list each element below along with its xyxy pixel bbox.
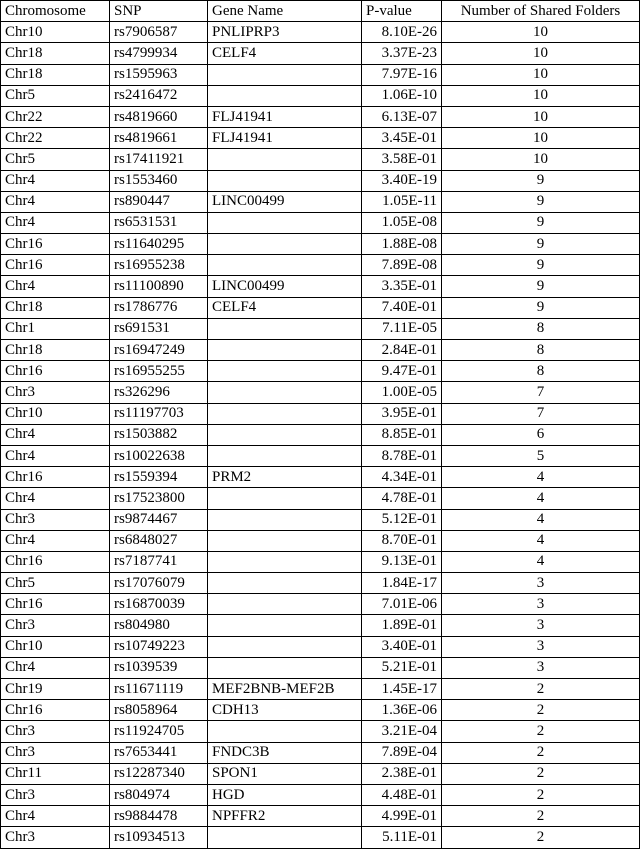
- snp-cell: rs11924705: [110, 721, 208, 742]
- gene-name-cell: [208, 509, 362, 530]
- table-row: [1, 149, 640, 170]
- snp-cell: rs1503882: [110, 424, 208, 445]
- chromosome-cell: Chr4: [1, 657, 110, 678]
- table-row: [1, 234, 640, 255]
- snp-cell: rs1786776: [110, 297, 208, 318]
- chromosome-cell: Chr18: [1, 64, 110, 85]
- table-row: [1, 255, 640, 276]
- table-row: [1, 212, 640, 233]
- snp-cell: rs7906587: [110, 22, 208, 43]
- gene-name-cell: [208, 255, 362, 276]
- p-value-cell: 7.89E-08: [362, 255, 442, 276]
- chromosome-cell: Chr16: [1, 700, 110, 721]
- shared-folders-cell: 8: [442, 361, 640, 382]
- shared-folders-cell: 10: [442, 85, 640, 106]
- chromosome-cell: Chr4: [1, 424, 110, 445]
- shared-folders-cell: 2: [442, 721, 640, 742]
- chromosome-cell: Chr5: [1, 149, 110, 170]
- table-row: [1, 615, 640, 636]
- snp-cell: rs804974: [110, 784, 208, 805]
- chromosome-cell: Chr10: [1, 22, 110, 43]
- chromosome-cell: Chr5: [1, 85, 110, 106]
- table-row: [1, 170, 640, 191]
- snp-cell: rs326296: [110, 382, 208, 403]
- snp-cell: rs11671119: [110, 679, 208, 700]
- gene-name-cell: [208, 234, 362, 255]
- snp-cell: rs17411921: [110, 149, 208, 170]
- shared-folders-cell: 8: [442, 340, 640, 361]
- snp-cell: rs1559394: [110, 467, 208, 488]
- p-value-cell: 1.88E-08: [362, 234, 442, 255]
- table-row: [1, 551, 640, 572]
- gene-name-cell: [208, 615, 362, 636]
- header-shared-folders: Number of Shared Folders: [442, 1, 640, 22]
- snp-cell: rs4799934: [110, 43, 208, 64]
- p-value-cell: 4.48E-01: [362, 784, 442, 805]
- shared-folders-cell: 2: [442, 763, 640, 784]
- gene-name-cell: LINC00499: [208, 191, 362, 212]
- shared-folders-cell: 10: [442, 43, 640, 64]
- snp-cell: rs1039539: [110, 657, 208, 678]
- snp-cell: rs11640295: [110, 234, 208, 255]
- snp-cell: rs804980: [110, 615, 208, 636]
- shared-folders-cell: 10: [442, 128, 640, 149]
- snp-cell: rs10022638: [110, 445, 208, 466]
- gene-name-cell: [208, 170, 362, 191]
- shared-folders-cell: 3: [442, 657, 640, 678]
- gene-name-cell: PRM2: [208, 467, 362, 488]
- snp-cell: rs6848027: [110, 530, 208, 551]
- p-value-cell: 2.38E-01: [362, 763, 442, 784]
- snp-cell: rs7653441: [110, 742, 208, 763]
- p-value-cell: 1.06E-10: [362, 85, 442, 106]
- shared-folders-cell: 9: [442, 297, 640, 318]
- gene-name-cell: [208, 551, 362, 572]
- gene-name-cell: CELF4: [208, 43, 362, 64]
- gene-name-cell: [208, 64, 362, 85]
- shared-folders-cell: 9: [442, 276, 640, 297]
- table-row: [1, 742, 640, 763]
- table-row: [1, 636, 640, 657]
- p-value-cell: 1.89E-01: [362, 615, 442, 636]
- table-row: [1, 43, 640, 64]
- shared-folders-cell: 2: [442, 700, 640, 721]
- p-value-cell: 1.45E-17: [362, 679, 442, 700]
- chromosome-cell: Chr3: [1, 827, 110, 848]
- gene-name-cell: [208, 594, 362, 615]
- p-value-cell: 5.12E-01: [362, 509, 442, 530]
- table-row: [1, 509, 640, 530]
- p-value-cell: 7.01E-06: [362, 594, 442, 615]
- chromosome-cell: Chr4: [1, 191, 110, 212]
- header-p-value: P-value: [362, 1, 442, 22]
- gene-name-cell: [208, 530, 362, 551]
- gene-name-cell: [208, 488, 362, 509]
- gene-name-cell: FLJ41941: [208, 128, 362, 149]
- snp-cell: rs11100890: [110, 276, 208, 297]
- gene-name-cell: [208, 424, 362, 445]
- p-value-cell: 3.40E-19: [362, 170, 442, 191]
- shared-folders-cell: 3: [442, 636, 640, 657]
- p-value-cell: 4.99E-01: [362, 806, 442, 827]
- gene-name-cell: LINC00499: [208, 276, 362, 297]
- chromosome-cell: Chr3: [1, 509, 110, 530]
- table-row: [1, 276, 640, 297]
- table-row: [1, 128, 640, 149]
- snp-cell: rs10934513: [110, 827, 208, 848]
- p-value-cell: 8.78E-01: [362, 445, 442, 466]
- p-value-cell: 1.05E-08: [362, 212, 442, 233]
- gene-name-cell: [208, 85, 362, 106]
- p-value-cell: 4.34E-01: [362, 467, 442, 488]
- gene-name-cell: CDH13: [208, 700, 362, 721]
- gene-name-cell: NPFFR2: [208, 806, 362, 827]
- shared-folders-cell: 4: [442, 467, 640, 488]
- table-row: [1, 85, 640, 106]
- table-row: [1, 806, 640, 827]
- chromosome-cell: Chr18: [1, 340, 110, 361]
- table-row: [1, 657, 640, 678]
- gene-name-cell: [208, 382, 362, 403]
- shared-folders-cell: 9: [442, 212, 640, 233]
- gene-name-cell: FLJ41941: [208, 106, 362, 127]
- shared-folders-cell: 9: [442, 170, 640, 191]
- chromosome-cell: Chr22: [1, 128, 110, 149]
- shared-folders-cell: 7: [442, 403, 640, 424]
- snp-cell: rs17076079: [110, 573, 208, 594]
- p-value-cell: 7.11E-05: [362, 318, 442, 339]
- p-value-cell: 7.40E-01: [362, 297, 442, 318]
- chromosome-cell: Chr16: [1, 551, 110, 572]
- snp-cell: rs2416472: [110, 85, 208, 106]
- table-row: [1, 64, 640, 85]
- snp-cell: rs7187741: [110, 551, 208, 572]
- p-value-cell: 7.89E-04: [362, 742, 442, 763]
- table-row: [1, 784, 640, 805]
- shared-folders-cell: 10: [442, 64, 640, 85]
- snp-cell: rs890447: [110, 191, 208, 212]
- table-row: [1, 763, 640, 784]
- chromosome-cell: Chr11: [1, 763, 110, 784]
- snp-cell: rs9884478: [110, 806, 208, 827]
- shared-folders-cell: 4: [442, 530, 640, 551]
- gene-name-cell: CELF4: [208, 297, 362, 318]
- table-row: [1, 403, 640, 424]
- shared-folders-cell: 3: [442, 573, 640, 594]
- snp-cell: rs1595963: [110, 64, 208, 85]
- chromosome-cell: Chr3: [1, 742, 110, 763]
- snp-cell: rs10749223: [110, 636, 208, 657]
- shared-folders-cell: 4: [442, 551, 640, 572]
- p-value-cell: 3.58E-01: [362, 149, 442, 170]
- p-value-cell: 6.13E-07: [362, 106, 442, 127]
- shared-folders-cell: 2: [442, 784, 640, 805]
- snp-cell: rs1553460: [110, 170, 208, 191]
- p-value-cell: 1.84E-17: [362, 573, 442, 594]
- table-row: [1, 106, 640, 127]
- snp-cell: rs11197703: [110, 403, 208, 424]
- shared-folders-cell: 2: [442, 742, 640, 763]
- p-value-cell: 3.21E-04: [362, 721, 442, 742]
- chromosome-cell: Chr3: [1, 721, 110, 742]
- table-row: [1, 445, 640, 466]
- chromosome-cell: Chr4: [1, 488, 110, 509]
- shared-folders-cell: 6: [442, 424, 640, 445]
- snp-cell: rs4819661: [110, 128, 208, 149]
- header-row: [1, 1, 640, 22]
- snp-cell: rs4819660: [110, 106, 208, 127]
- chromosome-cell: Chr4: [1, 170, 110, 191]
- snp-cell: rs9874467: [110, 509, 208, 530]
- gene-name-cell: [208, 657, 362, 678]
- snp-cell: rs12287340: [110, 763, 208, 784]
- gene-name-cell: [208, 636, 362, 657]
- table-row: [1, 424, 640, 445]
- table-row: [1, 488, 640, 509]
- p-value-cell: 7.97E-16: [362, 64, 442, 85]
- p-value-cell: 3.37E-23: [362, 43, 442, 64]
- p-value-cell: 2.84E-01: [362, 340, 442, 361]
- p-value-cell: 3.40E-01: [362, 636, 442, 657]
- shared-folders-cell: 9: [442, 191, 640, 212]
- chromosome-cell: Chr3: [1, 615, 110, 636]
- gene-name-cell: [208, 827, 362, 848]
- table-row: [1, 721, 640, 742]
- p-value-cell: 8.70E-01: [362, 530, 442, 551]
- shared-folders-cell: 9: [442, 234, 640, 255]
- shared-folders-cell: 9: [442, 255, 640, 276]
- table-row: [1, 827, 640, 848]
- table-row: [1, 318, 640, 339]
- p-value-cell: 3.35E-01: [362, 276, 442, 297]
- header-chromosome: Chromosome: [1, 1, 110, 22]
- p-value-cell: 3.45E-01: [362, 128, 442, 149]
- chromosome-cell: Chr19: [1, 679, 110, 700]
- gene-name-cell: [208, 318, 362, 339]
- table-body: [1, 22, 640, 848]
- p-value-cell: 9.13E-01: [362, 551, 442, 572]
- chromosome-cell: Chr18: [1, 297, 110, 318]
- snp-cell: rs691531: [110, 318, 208, 339]
- table-row: [1, 679, 640, 700]
- table-row: [1, 594, 640, 615]
- p-value-cell: 8.10E-26: [362, 22, 442, 43]
- gene-name-cell: [208, 445, 362, 466]
- chromosome-cell: Chr3: [1, 784, 110, 805]
- shared-folders-cell: 7: [442, 382, 640, 403]
- table-row: [1, 573, 640, 594]
- table-row: [1, 297, 640, 318]
- chromosome-cell: Chr16: [1, 361, 110, 382]
- table-row: [1, 467, 640, 488]
- snp-cell: rs6531531: [110, 212, 208, 233]
- chromosome-cell: Chr4: [1, 445, 110, 466]
- chromosome-cell: Chr10: [1, 403, 110, 424]
- gene-name-cell: [208, 149, 362, 170]
- gene-name-cell: [208, 212, 362, 233]
- chromosome-cell: Chr16: [1, 255, 110, 276]
- chromosome-cell: Chr5: [1, 573, 110, 594]
- table-row: [1, 22, 640, 43]
- gene-name-cell: [208, 573, 362, 594]
- table-row: [1, 530, 640, 551]
- gene-name-cell: FNDC3B: [208, 742, 362, 763]
- chromosome-cell: Chr4: [1, 212, 110, 233]
- p-value-cell: 5.11E-01: [362, 827, 442, 848]
- p-value-cell: 5.21E-01: [362, 657, 442, 678]
- gene-name-cell: [208, 340, 362, 361]
- snp-cell: rs17523800: [110, 488, 208, 509]
- snp-cell: rs16955238: [110, 255, 208, 276]
- shared-folders-cell: 10: [442, 106, 640, 127]
- chromosome-cell: Chr22: [1, 106, 110, 127]
- p-value-cell: 8.85E-01: [362, 424, 442, 445]
- gene-name-cell: [208, 721, 362, 742]
- chromosome-cell: Chr16: [1, 594, 110, 615]
- chromosome-cell: Chr4: [1, 276, 110, 297]
- shared-folders-cell: 2: [442, 827, 640, 848]
- header-snp: SNP: [110, 1, 208, 22]
- p-value-cell: 1.36E-06: [362, 700, 442, 721]
- chromosome-cell: Chr1: [1, 318, 110, 339]
- chromosome-cell: Chr4: [1, 530, 110, 551]
- table-row: [1, 700, 640, 721]
- shared-folders-cell: 4: [442, 488, 640, 509]
- snp-cell: rs16870039: [110, 594, 208, 615]
- table-row: [1, 191, 640, 212]
- shared-folders-cell: 2: [442, 806, 640, 827]
- shared-folders-cell: 2: [442, 679, 640, 700]
- gene-name-cell: MEF2BNB-MEF2B: [208, 679, 362, 700]
- table-row: [1, 340, 640, 361]
- p-value-cell: 1.00E-05: [362, 382, 442, 403]
- chromosome-cell: Chr4: [1, 806, 110, 827]
- gene-name-cell: PNLIPRP3: [208, 22, 362, 43]
- p-value-cell: 9.47E-01: [362, 361, 442, 382]
- snp-cell: rs16955255: [110, 361, 208, 382]
- header-gene-name: Gene Name: [208, 1, 362, 22]
- shared-folders-cell: 8: [442, 318, 640, 339]
- snp-cell: rs16947249: [110, 340, 208, 361]
- chromosome-cell: Chr3: [1, 382, 110, 403]
- shared-folders-cell: 4: [442, 509, 640, 530]
- table-row: [1, 361, 640, 382]
- chromosome-cell: Chr16: [1, 467, 110, 488]
- shared-folders-cell: 3: [442, 594, 640, 615]
- shared-folders-cell: 3: [442, 615, 640, 636]
- p-value-cell: 1.05E-11: [362, 191, 442, 212]
- shared-folders-cell: 10: [442, 22, 640, 43]
- gene-name-cell: SPON1: [208, 763, 362, 784]
- gene-name-cell: [208, 403, 362, 424]
- p-value-cell: 3.95E-01: [362, 403, 442, 424]
- chromosome-cell: Chr16: [1, 234, 110, 255]
- gene-name-cell: [208, 361, 362, 382]
- shared-folders-cell: 10: [442, 149, 640, 170]
- p-value-cell: 4.78E-01: [362, 488, 442, 509]
- shared-folders-cell: 5: [442, 445, 640, 466]
- gene-name-cell: HGD: [208, 784, 362, 805]
- chromosome-cell: Chr18: [1, 43, 110, 64]
- chromosome-cell: Chr10: [1, 636, 110, 657]
- table-row: [1, 382, 640, 403]
- snp-cell: rs8058964: [110, 700, 208, 721]
